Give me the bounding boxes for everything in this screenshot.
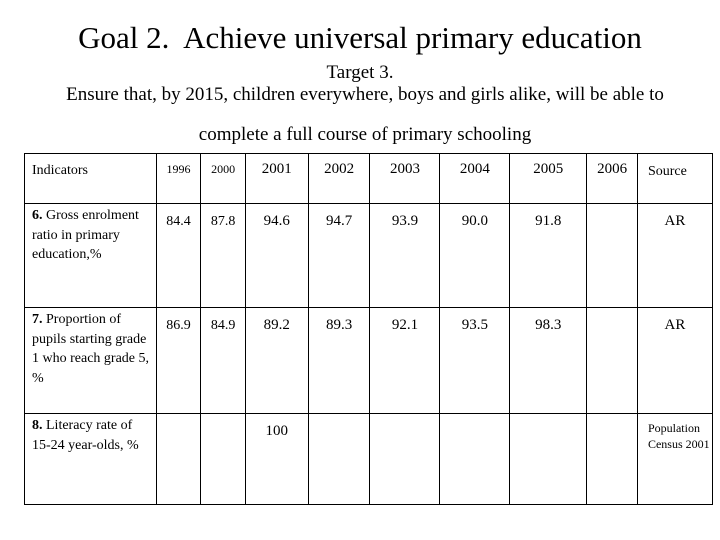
table-row: [25, 414, 713, 505]
source-cell: AR: [637, 308, 712, 414]
indicator-label: Proportion of pupils starting grade 1 who reach grade 5, %: [32, 312, 150, 386]
value-2005: 91.8: [510, 204, 587, 308]
value-2005: [510, 414, 587, 505]
source-cell: AR: [637, 204, 712, 308]
value-2004: [440, 414, 510, 505]
indicator-label: Literacy rate of 15-24 year-olds, %: [32, 418, 139, 453]
value-2004: 90.0: [440, 204, 510, 308]
value-2001: 100: [245, 414, 308, 505]
indicator-number: 8.: [32, 418, 43, 433]
value-2003: [370, 414, 440, 505]
table-row: [25, 308, 713, 414]
indicator-label: Gross enrolment ratio in primary education,%: [32, 208, 139, 262]
value-2002: 89.3: [308, 308, 370, 414]
value-2003: 93.9: [370, 204, 440, 308]
target-heading: Target 3.: [326, 62, 394, 83]
header-year-2001: 2001: [245, 154, 308, 204]
value-2002: 94.7: [308, 204, 370, 308]
header-source: Source: [637, 154, 712, 204]
header-year-2004: 2004: [440, 154, 510, 204]
value-2006: [587, 414, 638, 505]
table-header-row: [25, 154, 713, 204]
value-2001: 89.2: [245, 308, 308, 414]
table-row: [25, 204, 713, 308]
header-year-2000: 2000: [201, 154, 246, 204]
value-2005: 98.3: [510, 308, 587, 414]
value-2000: [201, 414, 246, 505]
indicators-table: [24, 153, 713, 505]
value-1996: [156, 414, 201, 505]
indicator-number: 6.: [32, 208, 43, 223]
value-1996: 84.4: [156, 204, 201, 308]
value-2000: 87.8: [201, 204, 246, 308]
target-description-line2: complete a full course of primary schooling: [198, 124, 532, 145]
header-year-2002: 2002: [308, 154, 370, 204]
header-year-1996: 1996: [156, 154, 201, 204]
value-2002: [308, 414, 370, 505]
header-year-2006: 2006: [587, 154, 638, 204]
header-year-2003: 2003: [370, 154, 440, 204]
header-indicators: Indicators: [25, 154, 157, 204]
page-title: [0, 18, 720, 58]
indicator-cell: [25, 204, 157, 308]
value-2006: [587, 308, 638, 414]
value-2001: 94.6: [245, 204, 308, 308]
value-2000: 84.9: [201, 308, 246, 414]
target-description-line1: Ensure that, by 2015, children everywhere, boys and girls alike, will be able to: [66, 84, 664, 105]
value-1996: 86.9: [156, 308, 201, 414]
value-2006: [587, 204, 638, 308]
header-year-2005: 2005: [510, 154, 587, 204]
value-2004: 93.5: [440, 308, 510, 414]
goal-number: Goal 2.: [78, 20, 170, 55]
goal-text: Achieve universal primary education: [183, 20, 642, 55]
source-cell: Population Census 2001: [637, 414, 712, 505]
indicator-cell: [25, 414, 157, 505]
value-2003: 92.1: [370, 308, 440, 414]
indicator-cell: [25, 308, 157, 414]
indicator-number: 7.: [32, 312, 43, 327]
